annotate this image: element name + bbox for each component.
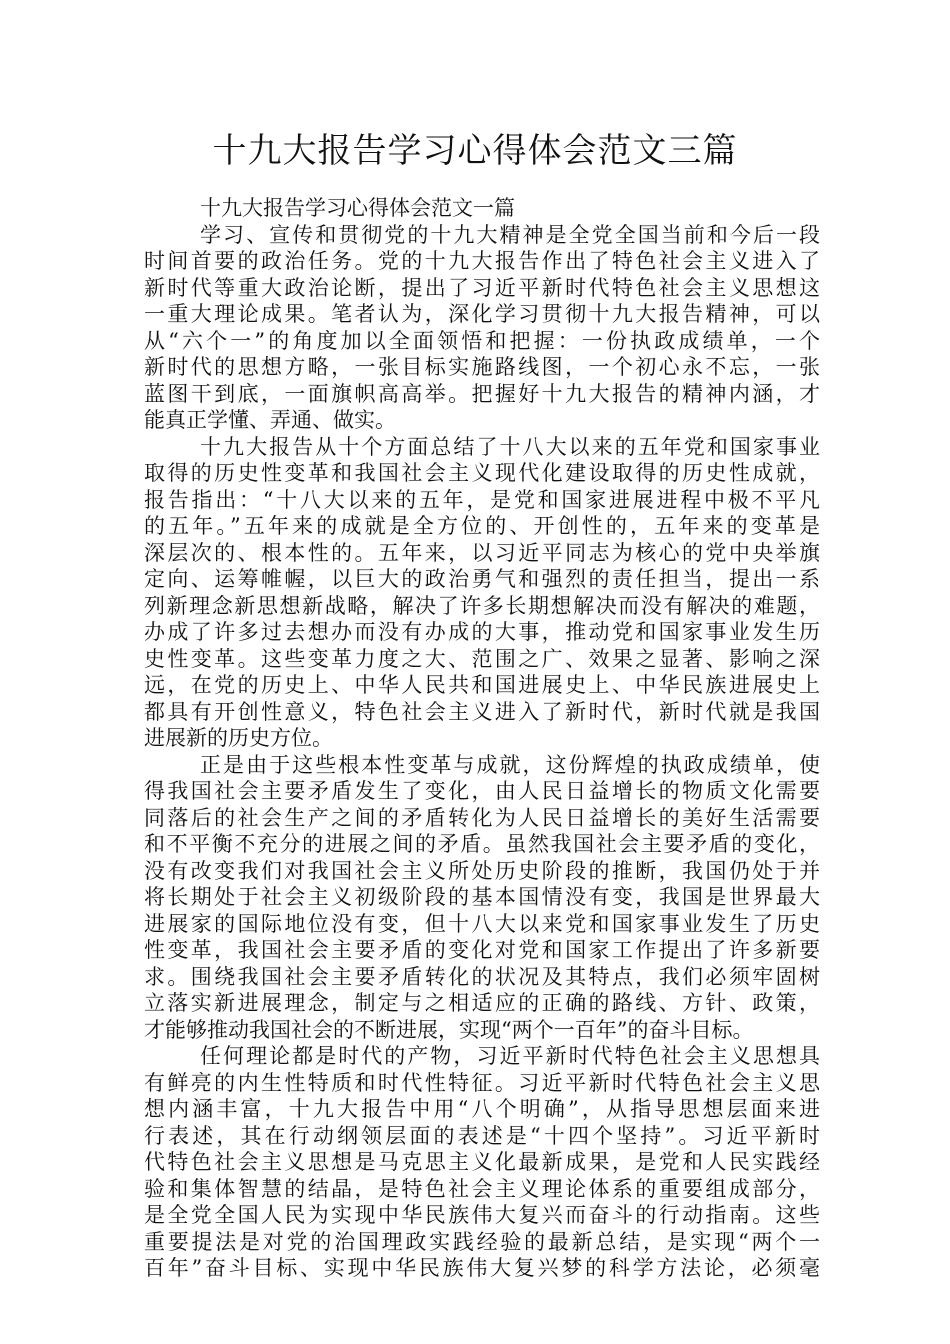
text-line: 远，在党的历史上、中华人民共和国进展史上、中华民族进展史上 <box>144 673 820 697</box>
text-line: 时间首要的政治任务。党的十九大报告作出了特色社会主义进入了 <box>144 249 820 273</box>
text-line: 进展新的历史方位。 <box>144 726 333 750</box>
text-line: 新时代等重大政治论断，提出了习近平新时代特色社会主义思想这 <box>144 275 820 300</box>
text-line: 想内涵丰富，十九大报告中用“八个明确”，从指导思想层面来进 <box>144 1097 820 1121</box>
text-line: 进展家的国际地位没有变，但十八大以来党和国家事业发生了历史 <box>144 911 820 936</box>
text-line: 是全党全国人民为实现中华民族伟大复兴而奋斗的行动指南。这些 <box>144 1203 820 1227</box>
text-line: 取得的历史性变革和我国社会主义现代化建设取得的历史性成就， <box>144 461 820 485</box>
text-line: 和不平衡不充分的进展之间的矛盾。虽然我国社会主要矛盾的变化， <box>144 832 820 856</box>
text-line: 代特色社会主义思想是马克思主义化最新成果，是党和人民实践经 <box>144 1150 820 1174</box>
text-line: 办成了许多过去想办而没有办成的大事，推动党和国家事业发生历 <box>144 620 820 644</box>
text-line: 重要提法是对党的治国理政实践经验的最新总结，是实现“两个一 <box>144 1229 820 1254</box>
text-line: 百年”奋斗目标、实现中华民族伟大复兴梦的科学方法论，必须毫 <box>144 1256 820 1280</box>
text-line: 得我国社会主要矛盾发生了变化，由人民日益增长的物质文化需要 <box>144 779 820 803</box>
text-line: 才能够推动我国社会的不断进展，实现“两个一百年”的奋斗目标。 <box>144 1017 754 1042</box>
text-line: 的五年。”五年来的成就是全方位的、开创性的，五年来的变革是 <box>144 514 820 538</box>
text-line: 任何理论都是时代的产物，习近平新时代特色社会主义思想具 <box>200 1044 820 1068</box>
text-line: 行表述，其在行动纲领层面的表述是“十四个坚持”。习近平新时 <box>144 1123 820 1148</box>
text-line: 报告指出：“十八大以来的五年，是党和国家进展进程中极不平凡 <box>144 487 820 512</box>
text-line: 性变革，我国社会主要矛盾的变化对党和国家工作提出了许多新要 <box>144 938 820 962</box>
text-line: 十九大报告学习心得体会范文一篇 <box>200 196 515 220</box>
text-line: 都具有开创性意义，特色社会主义进入了新时代，新时代就是我国 <box>144 699 820 724</box>
text-line: 有鲜亮的内生性特质和时代性特征。习近平新时代特色社会主义思 <box>144 1070 820 1095</box>
text-line: 定向、运筹帷幄，以巨大的政治勇气和强烈的责任担当，提出一系 <box>144 567 820 591</box>
text-line: 正是由于这些根本性变革与成就，这份辉煌的执政成绩单，使 <box>200 752 820 777</box>
text-line: 能真正学懂、弄通、做实。 <box>144 408 396 432</box>
document-title: 十九大报告学习心得体会范文三篇 <box>212 131 738 171</box>
text-line: 史性变革。这些变革力度之大、范围之广、效果之显著、影响之深 <box>144 646 820 671</box>
text-line: 深层次的、根本性的。五年来，以习近平同志为核心的党中央举旗 <box>144 540 820 565</box>
text-line: 蓝图干到底，一面旗帜高高举。把握好十九大报告的精神内涵，才 <box>144 381 820 406</box>
text-line: 从“六个一”的角度加以全面领悟和把握：一份执政成绩单，一个 <box>144 328 820 353</box>
text-line: 列新理念新思想新战略，解决了许多长期想解决而没有解决的难题， <box>144 593 820 618</box>
text-line: 将长期处于社会主义初级阶段的基本国情没有变，我国是世界最大 <box>144 885 820 909</box>
text-line: 新时代的思想方略，一张目标实施路线图，一个初心永不忘，一张 <box>144 355 820 379</box>
text-line: 立落实新进展理念，制定与之相适应的正确的路线、方针、政策， <box>144 991 820 1015</box>
text-line: 验和集体智慧的结晶，是特色社会主义理论体系的重要组成部分， <box>144 1176 820 1201</box>
text-line: 学习、宣传和贯彻党的十九大精神是全党全国当前和今后一段 <box>200 222 820 247</box>
text-line: 十九大报告从十个方面总结了十八大以来的五年党和国家事业 <box>200 434 820 459</box>
text-line: 同落后的社会生产之间的矛盾转化为人民日益增长的美好生活需要 <box>144 805 820 830</box>
document-body <box>144 195 820 1282</box>
text-line: 求。围绕我国社会主要矛盾转化的状况及其特点，我们必须牢固树 <box>144 964 820 989</box>
text-line: 一重大理论成果。笔者认为，深化学习贯彻十九大报告精神，可以 <box>144 302 820 326</box>
text-line: 没有改变我们对我国社会主义所处历史阶段的推断，我国仍处于并 <box>144 858 820 883</box>
